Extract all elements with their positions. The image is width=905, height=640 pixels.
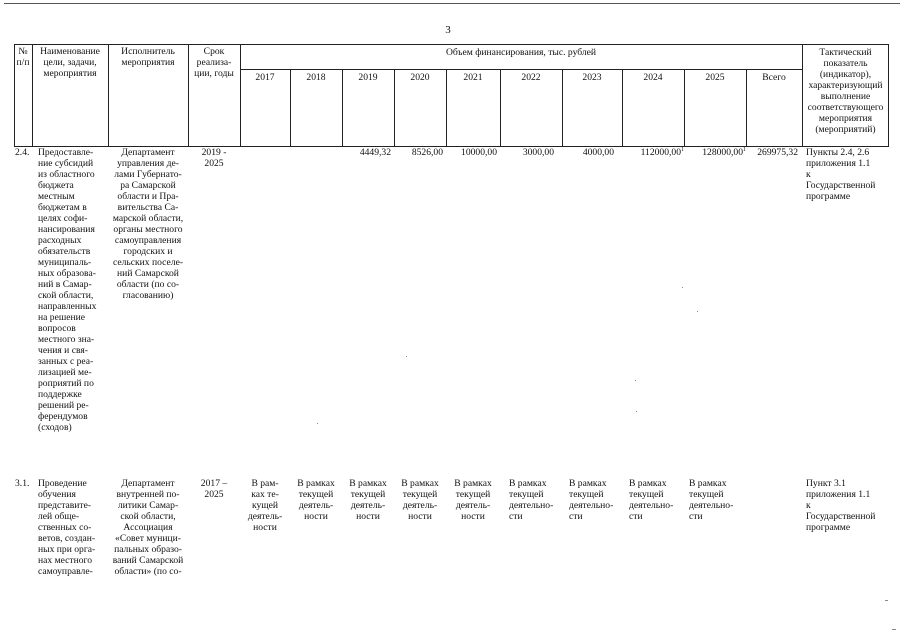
row-term: 2017 – 2025 <box>200 478 228 500</box>
header-year: 2018 <box>306 72 326 83</box>
row-value: 8526,00 <box>411 147 443 158</box>
row-value: В рамках текущей деятель- ности <box>297 478 335 522</box>
header-year: 2020 <box>410 72 430 83</box>
row-indicator: Пункт 3.1 приложения 1.1 к Государственной программе <box>806 478 876 533</box>
row-value: В рамках текущей деятель- ности <box>349 478 387 522</box>
header-year: 2025 <box>705 72 725 83</box>
row-total: 269975,32 <box>757 147 798 158</box>
row-name: Предоставле- ние субсидий из областного бюджета местным бюджетам в целях софи- нансирования расходных обязательств муниципаль- ных образова- ний в Самар- ской области, направленных на решение вопросов местного зна- чения и свя- занных с реа- лизацией ме- роприятий по поддержке решений ре- ферендумов (сходов) <box>38 147 97 433</box>
footnote-mark: 1 <box>743 146 746 153</box>
row-value: В рамках текущей деятель- ности <box>454 478 492 522</box>
header-year: 2017 <box>255 72 275 83</box>
header-num: № п/п <box>16 46 30 68</box>
header-year: 2022 <box>521 72 541 83</box>
header-term: Срок реализа- ции, годы <box>194 46 234 79</box>
row-value-text: 128000,00 <box>702 147 743 158</box>
row-indicator: Пункты 2.4, 2.6 приложения 1.1 к Государственной программе <box>806 147 876 202</box>
row-value: В рамках текущей деятельно- сти <box>689 478 734 522</box>
header-year: 2023 <box>582 72 602 83</box>
page-number: 3 <box>445 24 451 36</box>
row-value: В рамках текущей деятель- ности <box>401 478 439 522</box>
row-value: В рамках текущей деятельно- сти <box>629 478 674 522</box>
row-executor: Департамент управления де- лами Губернато- ра Самарской области и Пра- вительства Са- марской области, органы местного самоуправления городских и сельских поселе- ний Самарской области (по со- гласованию) <box>112 147 184 301</box>
row-name: Проведение обучения представите- лей обще- ственных со- ветов, создан- ных при орга- нах местного самоуправле- <box>38 478 96 577</box>
scan-edge-line <box>4 3 900 4</box>
header-indicator: Тактический показатель (индикатор), характеризующий выполнение соответствующего мероприятия (мероприятий) <box>807 47 884 135</box>
row-value: 3000,00 <box>522 147 554 158</box>
footnote-mark: 1 <box>681 146 684 153</box>
row-value <box>684 147 746 158</box>
row-value: В рамках текущей деятельно- сти <box>509 478 554 522</box>
row-value-text: 112000,00 <box>640 147 681 158</box>
row-value: 10000,00 <box>461 147 497 158</box>
header-year: 2024 <box>643 72 663 83</box>
row-num: 2.4. <box>15 147 30 158</box>
header-name: Наименование цели, задачи, мероприятия <box>40 46 100 79</box>
row-value: В рам- ках те- кущей деятель- ности <box>247 478 283 533</box>
row-value: 4000,00 <box>582 147 614 158</box>
header-total: Всего <box>762 72 786 83</box>
header-year: 2021 <box>463 72 483 83</box>
row-num: 3.1. <box>15 478 30 489</box>
header-executor: Исполнитель мероприятия <box>121 46 175 68</box>
row-term: 2019 - 2025 <box>201 147 227 169</box>
header-year: 2019 <box>358 72 378 83</box>
header-financing: Объем финансирования, тыс. рублей <box>445 47 597 58</box>
row-executor: Департамент внутренней по- литики Самар- ской области, Ассоциация «Совет муници- пальных образо- ваний Самарской области» (по со- <box>112 478 184 577</box>
row-value <box>622 147 684 158</box>
row-value: 4449,32 <box>359 147 391 158</box>
row-value: В рамках текущей деятельно- сти <box>569 478 614 522</box>
